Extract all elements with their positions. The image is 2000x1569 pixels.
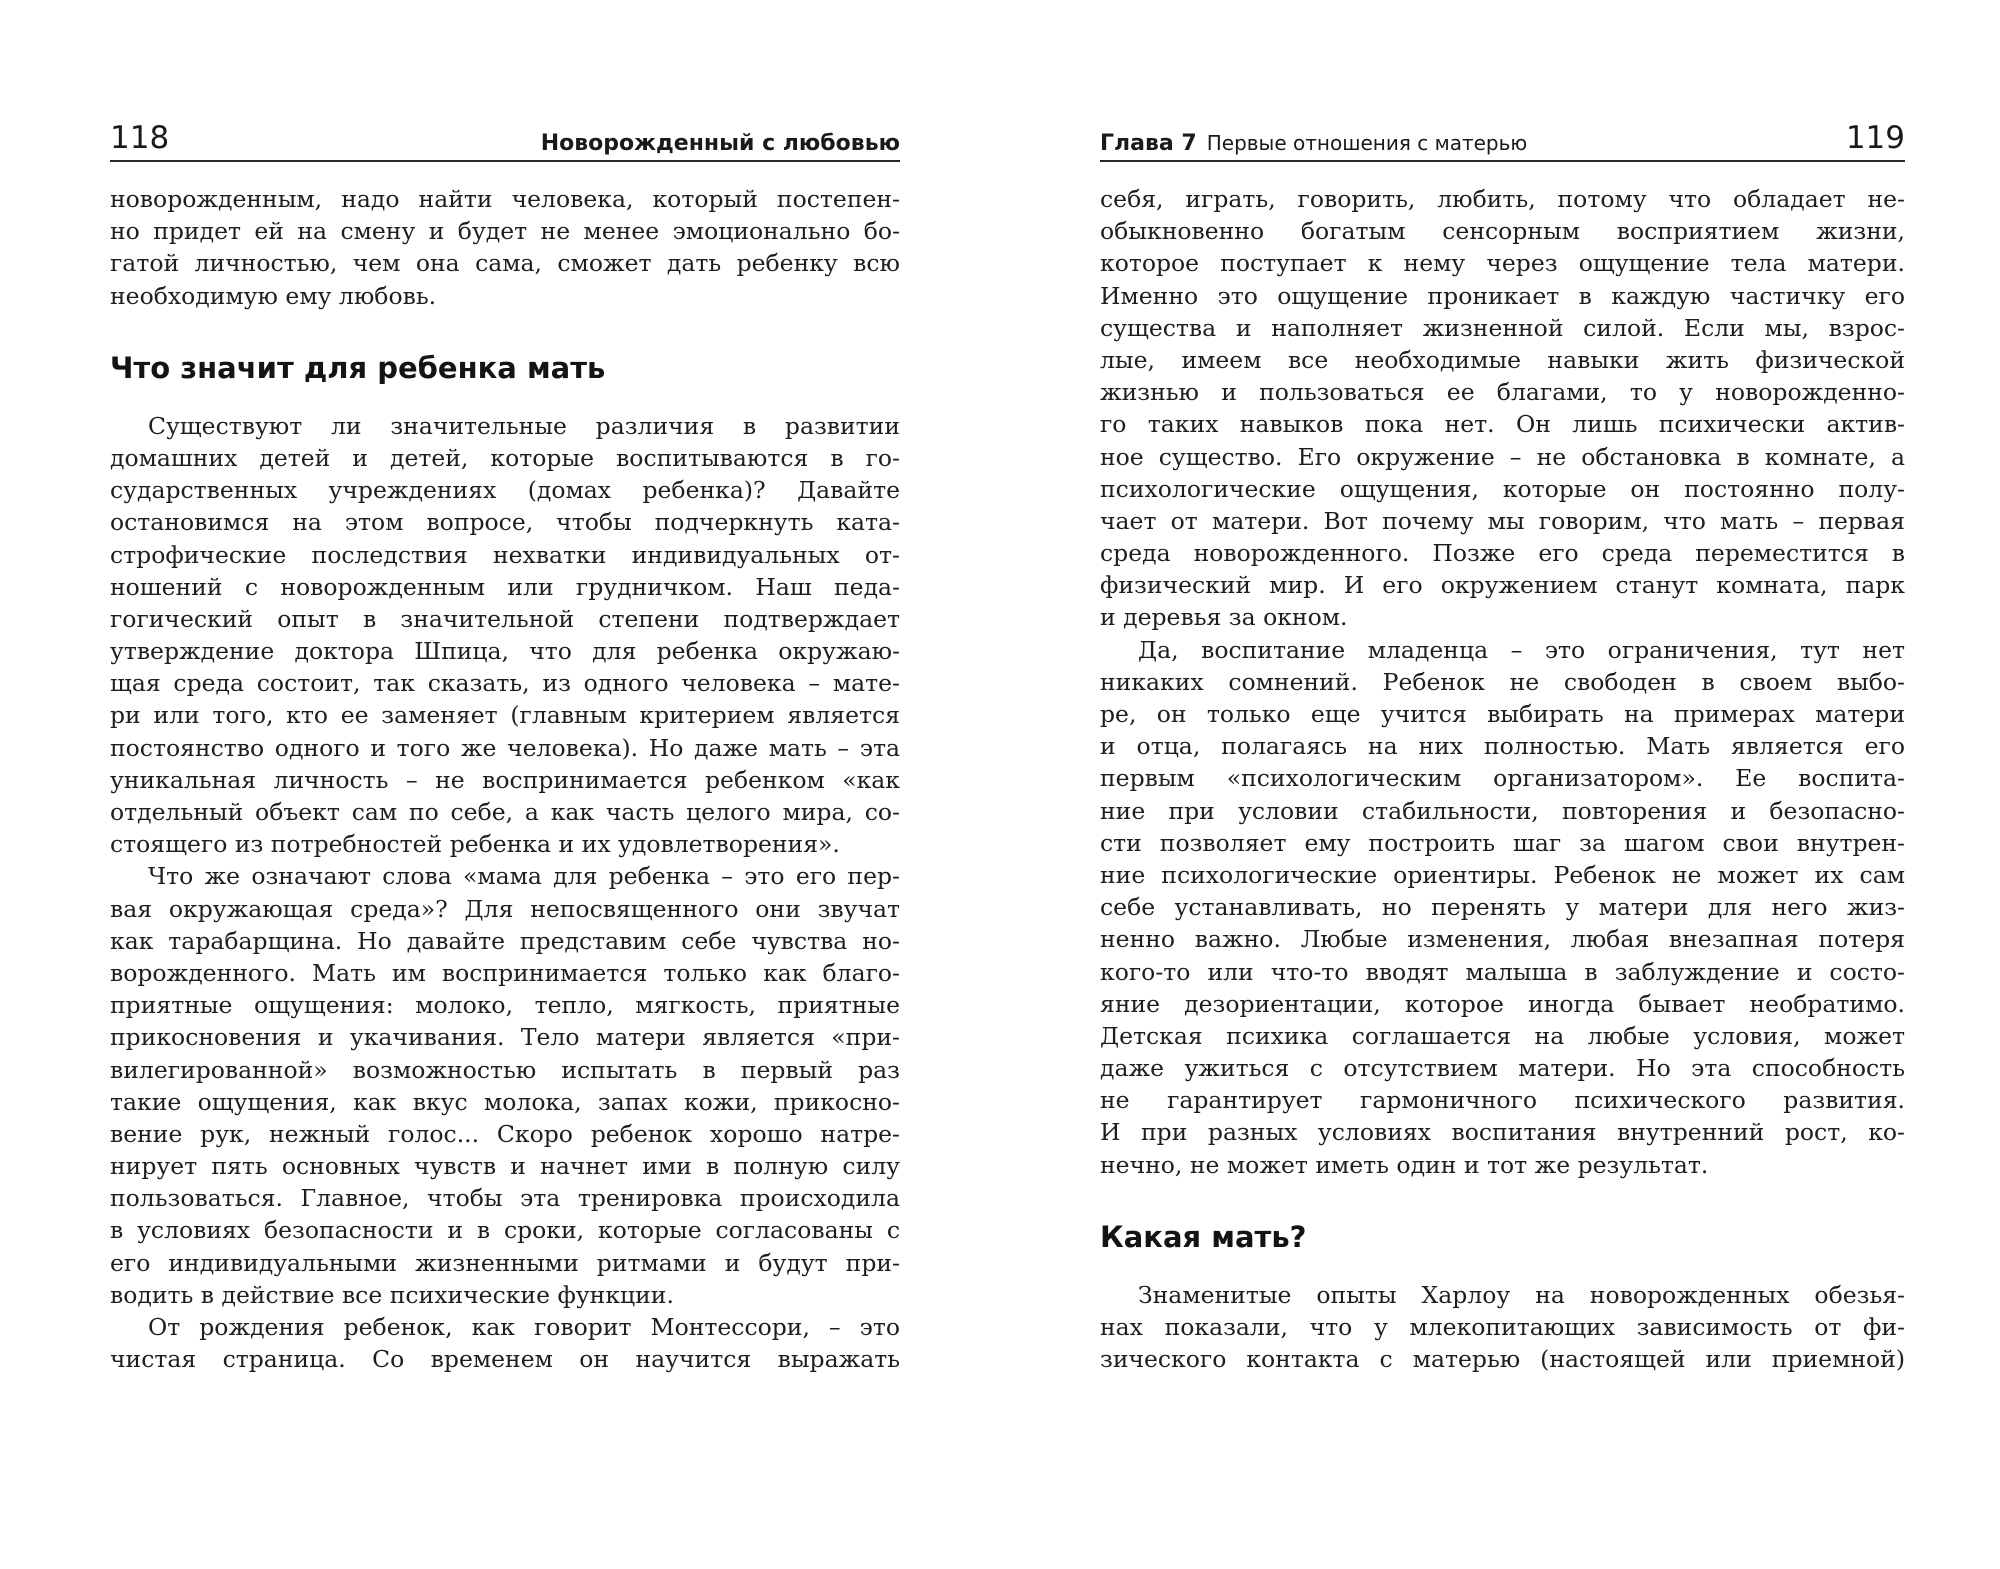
text-line: первым «психологическим организатором». Ее воспита- — [1100, 764, 1905, 793]
text-line: гатой личностью, чем она сама, сможет дать ребенку всю — [110, 249, 900, 278]
text-line: остановимся на этом вопросе, чтобы подчеркнуть ката- — [110, 508, 900, 537]
text-line: нечно, не может иметь один и тот же результат. — [1100, 1150, 1709, 1179]
right-page — [1100, 0, 1905, 1569]
text-line: отдельный объект сам по себе, а как часть целого мира, со- — [110, 798, 900, 826]
text-line: ние психологические ориентиры. Ребенок не может их сам — [1100, 860, 1905, 889]
text-line: кого-то или что-то вводят малыша в заблуждение и состо- — [1100, 957, 1905, 986]
right-running-title — [1100, 131, 1527, 156]
left-page-body — [110, 183, 900, 1375]
text-line: вилегированной» возможностью испытать в первый раз — [110, 1055, 900, 1084]
text-line: нирует пять основных чувств и начнет ими в полную силу — [110, 1152, 900, 1181]
text-line: ре, он только еще учится выбирать на примерах матери — [1100, 700, 1905, 728]
text-line: жизнью и пользоваться ее благами, то у новорожденно- — [1100, 378, 1905, 407]
text-line: утверждение доктора Шпица, что для ребенка окружаю- — [110, 637, 900, 666]
text-line: стоящего из потребностей ребенка и их удовлетворения». — [110, 830, 840, 859]
text-line: себя, играть, говорить, любить, потому что обладает не- — [1100, 185, 1905, 213]
text-line: даже ужиться с отсутствием матери. Но эта способность — [1100, 1054, 1905, 1083]
text-line: существа и наполняет жизненной силой. Если мы, взрос- — [1100, 313, 1905, 342]
left-page-number: 118 — [110, 120, 170, 156]
text-line: Детская психика соглашается на любые условия, может — [1100, 1021, 1905, 1050]
text-line: го таких навыков пока нет. Он лишь психически актив- — [1100, 410, 1905, 439]
left-running-title: Новорожденный с любовью — [540, 131, 900, 156]
chapter-title: Первые отношения с матерью — [1206, 131, 1528, 155]
text-line: в условиях безопасности и в сроки, которые согласованы с — [110, 1216, 900, 1245]
text-line: не гарантирует гармоничного психического развития. — [1100, 1086, 1905, 1115]
text-line: щая среда состоит, так сказать, из одного человека – мате- — [110, 669, 900, 698]
text-line: От рождения ребенок, как говорит Монтессори, – это — [148, 1313, 900, 1341]
text-line: И при разных условиях воспитания внутренний рост, ко- — [1100, 1118, 1905, 1147]
text-line: нах показали, что у млекопитающих зависимость от фи- — [1100, 1313, 1905, 1341]
text-line: такие ощущения, как вкус молока, запах кожи, прикосно- — [110, 1087, 900, 1116]
left-page — [110, 0, 900, 1569]
text-line: психологические ощущения, которые он постоянно полу- — [1100, 474, 1905, 503]
text-line: приятные ощущения: молоко, тепло, мягкость, приятные — [110, 991, 900, 1020]
text-line: себе устанавливать, но перенять у матери для него жиз- — [1100, 893, 1905, 922]
text-line: ри или того, кто ее заменяет (главным критерием является — [110, 701, 900, 730]
text-line: необходимую ему любовь. — [110, 281, 437, 310]
text-line: ние при условии стабильности, повторения и безопасно- — [1100, 796, 1905, 825]
text-line: среда новорожденного. Позже его среда переместится в — [1100, 539, 1905, 568]
text-line: Что же означают слова «мама для ребенка – это его пер- — [148, 862, 900, 891]
text-line: которое поступает к нему через ощущение тела матери. — [1100, 249, 1905, 278]
section-heading: Что значит для ребенка мать — [110, 350, 606, 385]
text-line: Именно это ощущение проникает в каждую частичку его — [1100, 281, 1905, 310]
chapter-label: Глава 7 — [1100, 131, 1197, 156]
left-running-head — [110, 112, 900, 162]
right-running-head — [1100, 112, 1905, 162]
text-line: сударственных учреждениях (домах ребенка)? Давайте — [110, 476, 900, 505]
text-line: постоянство одного и того же человека). Но даже мать – эта — [110, 733, 900, 762]
right-page-body — [1100, 183, 1905, 1375]
right-page-number: 119 — [1845, 120, 1905, 156]
text-line: сти позволяет ему построить шаг за шагом свои внутрен- — [1100, 828, 1905, 857]
text-line: прикосновения и укачивания. Тело матери является «при- — [110, 1023, 900, 1052]
text-line: ворожденного. Мать им воспринимается только как благо- — [110, 958, 900, 987]
text-line: зического контакта с матерью (настоящей или приемной) — [1100, 1345, 1905, 1374]
text-line: вение рук, нежный голос... Скоро ребенок хорошо натре- — [110, 1119, 900, 1148]
text-line: обыкновенно богатым сенсорным восприятием жизни, — [1100, 217, 1905, 246]
text-line: Да, воспитание младенца – это ограничения, тут нет — [1138, 635, 1905, 664]
text-line: и деревья за окном. — [1100, 603, 1348, 632]
text-line: гогический опыт в значительной степени подтверждает — [110, 604, 900, 633]
text-line: уникальная личность – не воспринимается ребенком «как — [110, 765, 900, 794]
text-line: новорожденным, надо найти человека, который постепен- — [110, 185, 900, 213]
text-line: как тарабарщина. Но давайте представим себе чувства но- — [110, 926, 900, 955]
text-line: лые, имеем все необходимые навыки жить физической — [1100, 345, 1905, 374]
text-line: пользоваться. Главное, чтобы эта тренировка происходила — [110, 1184, 900, 1213]
text-line: чистая страница. Со временем он научится выражать — [110, 1345, 900, 1374]
text-line: строфические последствия нехватки индивидуальных от- — [110, 540, 900, 569]
text-line: его индивидуальными жизненными ритмами и будут при- — [110, 1248, 900, 1277]
text-line: водить в действие все психические функции. — [110, 1280, 674, 1309]
text-line: чает от матери. Вот почему мы говорим, что мать – первая — [1100, 506, 1905, 535]
text-line: и отца, полагаясь на них полностью. Мать является его — [1100, 732, 1905, 761]
text-line: но придет ей на смену и будет не менее эмоционально бо- — [110, 217, 900, 246]
text-line: домашних детей и детей, которые воспитываются в го- — [110, 443, 900, 472]
text-line: яние дезориентации, которое иногда бывает необратимо. — [1100, 989, 1905, 1018]
text-line: ное существо. Его окружение – не обстановка в комнате, а — [1100, 442, 1905, 471]
text-line: физический мир. И его окружением станут комната, парк — [1100, 571, 1905, 600]
section-heading: Какая мать? — [1100, 1219, 1307, 1254]
text-line: ненно важно. Любые изменения, любая внезапная потеря — [1100, 925, 1905, 954]
text-line: ношений с новорожденным или грудничком. Наш педа- — [110, 572, 900, 601]
text-line: Знаменитые опыты Харлоу на новорожденных обезья- — [1138, 1280, 1905, 1309]
text-line: вая окружающая среда»? Для непосвященного они звучат — [110, 894, 900, 923]
text-line: Существуют ли значительные различия в развитии — [148, 411, 900, 440]
text-line: никаких сомнений. Ребенок не свободен в своем выбо- — [1100, 667, 1905, 696]
